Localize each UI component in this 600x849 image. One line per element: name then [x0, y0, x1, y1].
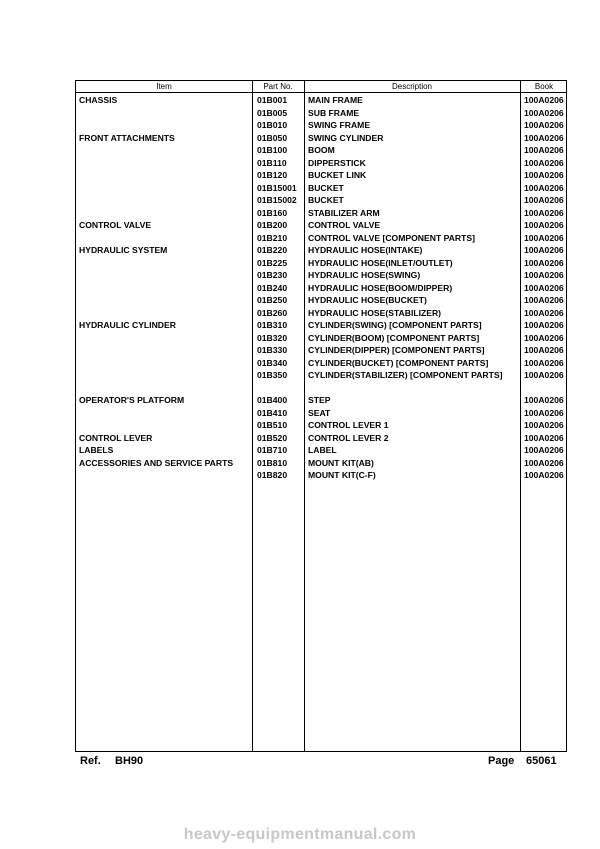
table-row	[76, 132, 566, 145]
part-no-cell: 01B350	[257, 370, 288, 380]
description-cell: SWING FRAME	[308, 120, 371, 130]
description-cell: BOOM	[308, 145, 335, 155]
item-cell: CONTROL LEVER	[79, 432, 153, 443]
page-number: 65061	[526, 755, 557, 767]
part-no-cell: 01B320	[257, 332, 288, 343]
part-no-cell: 01B330	[257, 345, 288, 355]
description-cell: MOUNT KIT(AB)	[308, 457, 374, 468]
part-no-cell: 01B15001	[257, 182, 297, 193]
description-cell: BUCKET LINK	[308, 170, 367, 180]
part-no-cell: 01B260	[257, 307, 288, 318]
table-row	[76, 319, 566, 332]
description-cell: LABEL	[308, 445, 337, 455]
book-cell: 100A0206	[524, 170, 564, 180]
description-cell: HYDRAULIC HOSE(BOOM/DIPPER)	[308, 282, 453, 293]
table-row	[76, 432, 566, 445]
book-cell: 100A0206	[524, 270, 564, 280]
table-row	[76, 332, 566, 345]
table-row	[76, 182, 566, 195]
table-row	[76, 369, 566, 394]
book-cell: 100A0206	[524, 357, 564, 368]
description-cell: BUCKET	[308, 182, 344, 193]
part-no-cell: 01B310	[257, 320, 288, 330]
description-cell: CYLINDER(SWING) [COMPONENT PARTS]	[308, 320, 482, 330]
item-cell: HYDRAULIC SYSTEM	[79, 245, 168, 255]
table-row	[76, 144, 566, 157]
table-row	[76, 294, 566, 307]
item-cell: FRONT ATTACHMENTS	[79, 132, 175, 143]
part-no-cell: 01B340	[257, 357, 288, 368]
part-no-cell: 01B010	[257, 120, 288, 130]
part-no-cell: 01B510	[257, 420, 288, 430]
book-cell: 100A0206	[524, 257, 564, 268]
part-no-cell: 01B210	[257, 232, 288, 243]
part-no-cell: 01B810	[257, 457, 288, 468]
book-cell: 100A0206	[524, 445, 564, 455]
table-row	[76, 94, 566, 107]
book-cell: 100A0206	[524, 132, 564, 143]
table-row	[76, 257, 566, 270]
description-cell: HYDRAULIC HOSE(STABILIZER)	[308, 307, 442, 318]
table-row	[76, 282, 566, 295]
book-cell: 100A0206	[524, 432, 564, 443]
header-part-no: Part No.	[263, 82, 293, 91]
table-row	[76, 344, 566, 357]
description-cell: CYLINDER(STABILIZER) [COMPONENT PARTS]	[308, 370, 503, 380]
header-item: Item	[156, 82, 172, 91]
part-no-cell: 01B220	[257, 245, 288, 255]
book-cell: 100A0206	[524, 295, 564, 305]
table-row	[76, 219, 566, 232]
book-cell: 100A0206	[524, 207, 564, 218]
part-no-cell: 01B250	[257, 295, 288, 305]
part-no-cell: 01B160	[257, 207, 288, 218]
description-cell: CONTROL VALVE [COMPONENT PARTS]	[308, 232, 475, 243]
part-no-cell: 01B050	[257, 132, 288, 143]
part-no-cell: 01B005	[257, 107, 288, 118]
book-cell: 100A0206	[524, 345, 564, 355]
table-row	[76, 269, 566, 282]
description-cell: SWING CYLINDER	[308, 132, 384, 143]
book-cell: 100A0206	[524, 320, 564, 330]
book-cell: 100A0206	[524, 307, 564, 318]
book-cell: 100A0206	[524, 145, 564, 155]
description-cell: SUB FRAME	[308, 107, 360, 118]
table-row	[76, 107, 566, 120]
description-cell: CONTROL VALVE	[308, 220, 381, 230]
header-divider	[76, 92, 566, 93]
description-cell: CYLINDER(BOOM) [COMPONENT PARTS]	[308, 332, 480, 343]
table-row	[76, 232, 566, 245]
book-cell: 100A0206	[524, 195, 564, 205]
table-row	[76, 307, 566, 320]
item-cell: OPERATOR'S PLATFORM	[79, 395, 185, 405]
part-no-cell: 01B400	[257, 395, 288, 405]
table-row	[76, 207, 566, 220]
part-no-cell: 01B240	[257, 282, 288, 293]
part-no-cell: 01B110	[257, 157, 287, 168]
item-cell: CONTROL VALVE	[79, 220, 152, 230]
book-cell: 100A0206	[524, 370, 564, 380]
description-cell: CYLINDER(DIPPER) [COMPONENT PARTS]	[308, 345, 485, 355]
description-cell: STEP	[308, 395, 331, 405]
item-cell: LABELS	[79, 445, 114, 455]
ref-value: BH90	[115, 755, 144, 767]
part-no-cell: 01B15002	[257, 195, 297, 205]
item-cell: HYDRAULIC CYLINDER	[79, 320, 176, 330]
item-cell: CHASSIS	[79, 95, 118, 105]
description-cell: MOUNT KIT(C-F)	[308, 470, 376, 480]
description-cell: HYDRAULIC HOSE(INTAKE)	[308, 245, 423, 255]
table-row	[76, 444, 566, 457]
book-cell: 100A0206	[524, 232, 564, 243]
description-cell: CONTROL LEVER 1	[308, 420, 389, 430]
description-cell: SEAT	[308, 407, 331, 418]
description-cell: CYLINDER(BUCKET) [COMPONENT PARTS]	[308, 357, 489, 368]
book-cell: 100A0206	[524, 220, 564, 230]
table-row	[76, 157, 566, 170]
book-cell: 100A0206	[524, 470, 564, 480]
book-cell: 100A0206	[524, 182, 564, 193]
table-row	[76, 457, 566, 470]
table-body	[76, 94, 566, 482]
watermark: heavy-equipmentmanual.com	[183, 826, 417, 843]
header-description: Description	[391, 82, 432, 91]
description-cell: STABILIZER ARM	[308, 207, 380, 218]
table-row	[76, 394, 566, 407]
table-row	[76, 357, 566, 370]
part-no-cell: 01B820	[257, 470, 288, 480]
part-no-cell: 01B200	[257, 220, 288, 230]
description-cell: BUCKET	[308, 195, 344, 205]
book-cell: 100A0206	[524, 420, 564, 430]
book-cell: 100A0206	[524, 332, 564, 343]
description-cell: HYDRAULIC HOSE(SWING)	[308, 270, 421, 280]
header-book: Book	[534, 82, 554, 91]
parts-index-table	[75, 80, 567, 752]
description-cell: HYDRAULIC HOSE(BUCKET)	[308, 295, 427, 305]
book-cell: 100A0206	[524, 95, 564, 105]
table-row	[76, 244, 566, 257]
item-cell: ACCESSORIES AND SERVICE PARTS	[79, 457, 234, 468]
book-cell: 100A0206	[524, 107, 564, 118]
book-cell: 100A0206	[524, 157, 564, 168]
table-row	[76, 419, 566, 432]
part-no-cell: 01B001	[257, 95, 288, 105]
part-no-cell: 01B120	[257, 170, 288, 180]
book-cell: 100A0206	[524, 395, 564, 405]
part-no-cell: 01B225	[257, 257, 288, 268]
part-no-cell: 01B100	[257, 145, 288, 155]
book-cell: 100A0206	[524, 120, 564, 130]
description-cell: HYDRAULIC HOSE(INLET/OUTLET)	[308, 257, 453, 268]
book-cell: 100A0206	[524, 245, 564, 255]
table-row	[76, 469, 566, 482]
book-cell: 100A0206	[524, 457, 564, 468]
part-no-cell: 01B520	[257, 432, 288, 443]
ref-label: Ref.	[80, 755, 101, 767]
page-label: Page	[488, 755, 515, 767]
description-cell: DIPPERSTICK	[308, 157, 366, 168]
page-footer	[75, 754, 567, 768]
table-row	[76, 169, 566, 182]
description-cell: MAIN FRAME	[308, 95, 363, 105]
book-cell: 100A0206	[524, 407, 564, 418]
part-no-cell: 01B710	[257, 445, 288, 455]
part-no-cell: 01B410	[257, 407, 288, 418]
description-cell: CONTROL LEVER 2	[308, 432, 389, 443]
part-no-cell: 01B230	[257, 270, 288, 280]
book-cell: 100A0206	[524, 282, 564, 293]
table-row	[76, 119, 566, 132]
table-row	[76, 194, 566, 207]
table-row	[76, 407, 566, 420]
